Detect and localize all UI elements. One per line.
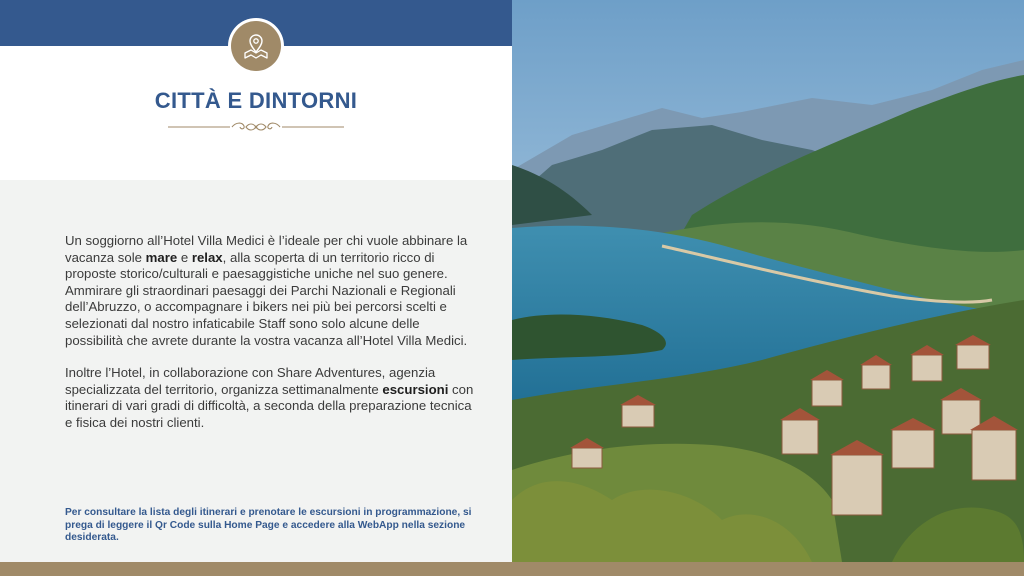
bold-relax: relax [191, 249, 223, 265]
bold-escursioni: escursioni [382, 381, 449, 397]
bold-mare: mare [145, 249, 178, 265]
flourish-ornament [168, 120, 344, 134]
paragraph-3: Inoltre l’Hotel, in collaborazione con Share Adventures, agenzia specializzata del territorio, organizza settimanalmente escursioni con itinerari di vari gradi di difficoltà, a seconda della preparazione tecnica e fisica dei nostri clienti. [65, 365, 474, 430]
left-panel [0, 0, 512, 562]
bottom-color-bar [0, 562, 1024, 576]
qr-code-note: Per consultare la lista degli itinerari e prenotare le escursioni in programmazione, si prega di leggere il Qr Code sulla Home Page e accedere alla WebApp nella sezione desiderata. [65, 507, 472, 544]
paragraph-2: Ammirare gli straordinari paesaggi dei Parchi Nazionali e Regionali dell’Abruzzo, o accompagnare i bikers nei più bei percorsi scelti e selezionati dal nostro infaticabile Staff sono solo alcune delle possibilità che avrete durante la vostra vacanza all’Hotel Villa Medici. [65, 282, 468, 348]
map-location-icon [231, 21, 281, 71]
page-title: CITTÀ E DINTORNI [154, 88, 358, 113]
paragraph-1: Un soggiorno all’Hotel Villa Medici è l’ideale per chi vuole abbinare la vacanza sole mare e relax, alla scoperta di un territorio ricco di proposte storico/culturali e paesaggistiche uniche nel suo genere. [65, 233, 468, 282]
location-badge [228, 18, 284, 74]
landscape-photo [512, 0, 1024, 562]
description-text [65, 233, 475, 432]
